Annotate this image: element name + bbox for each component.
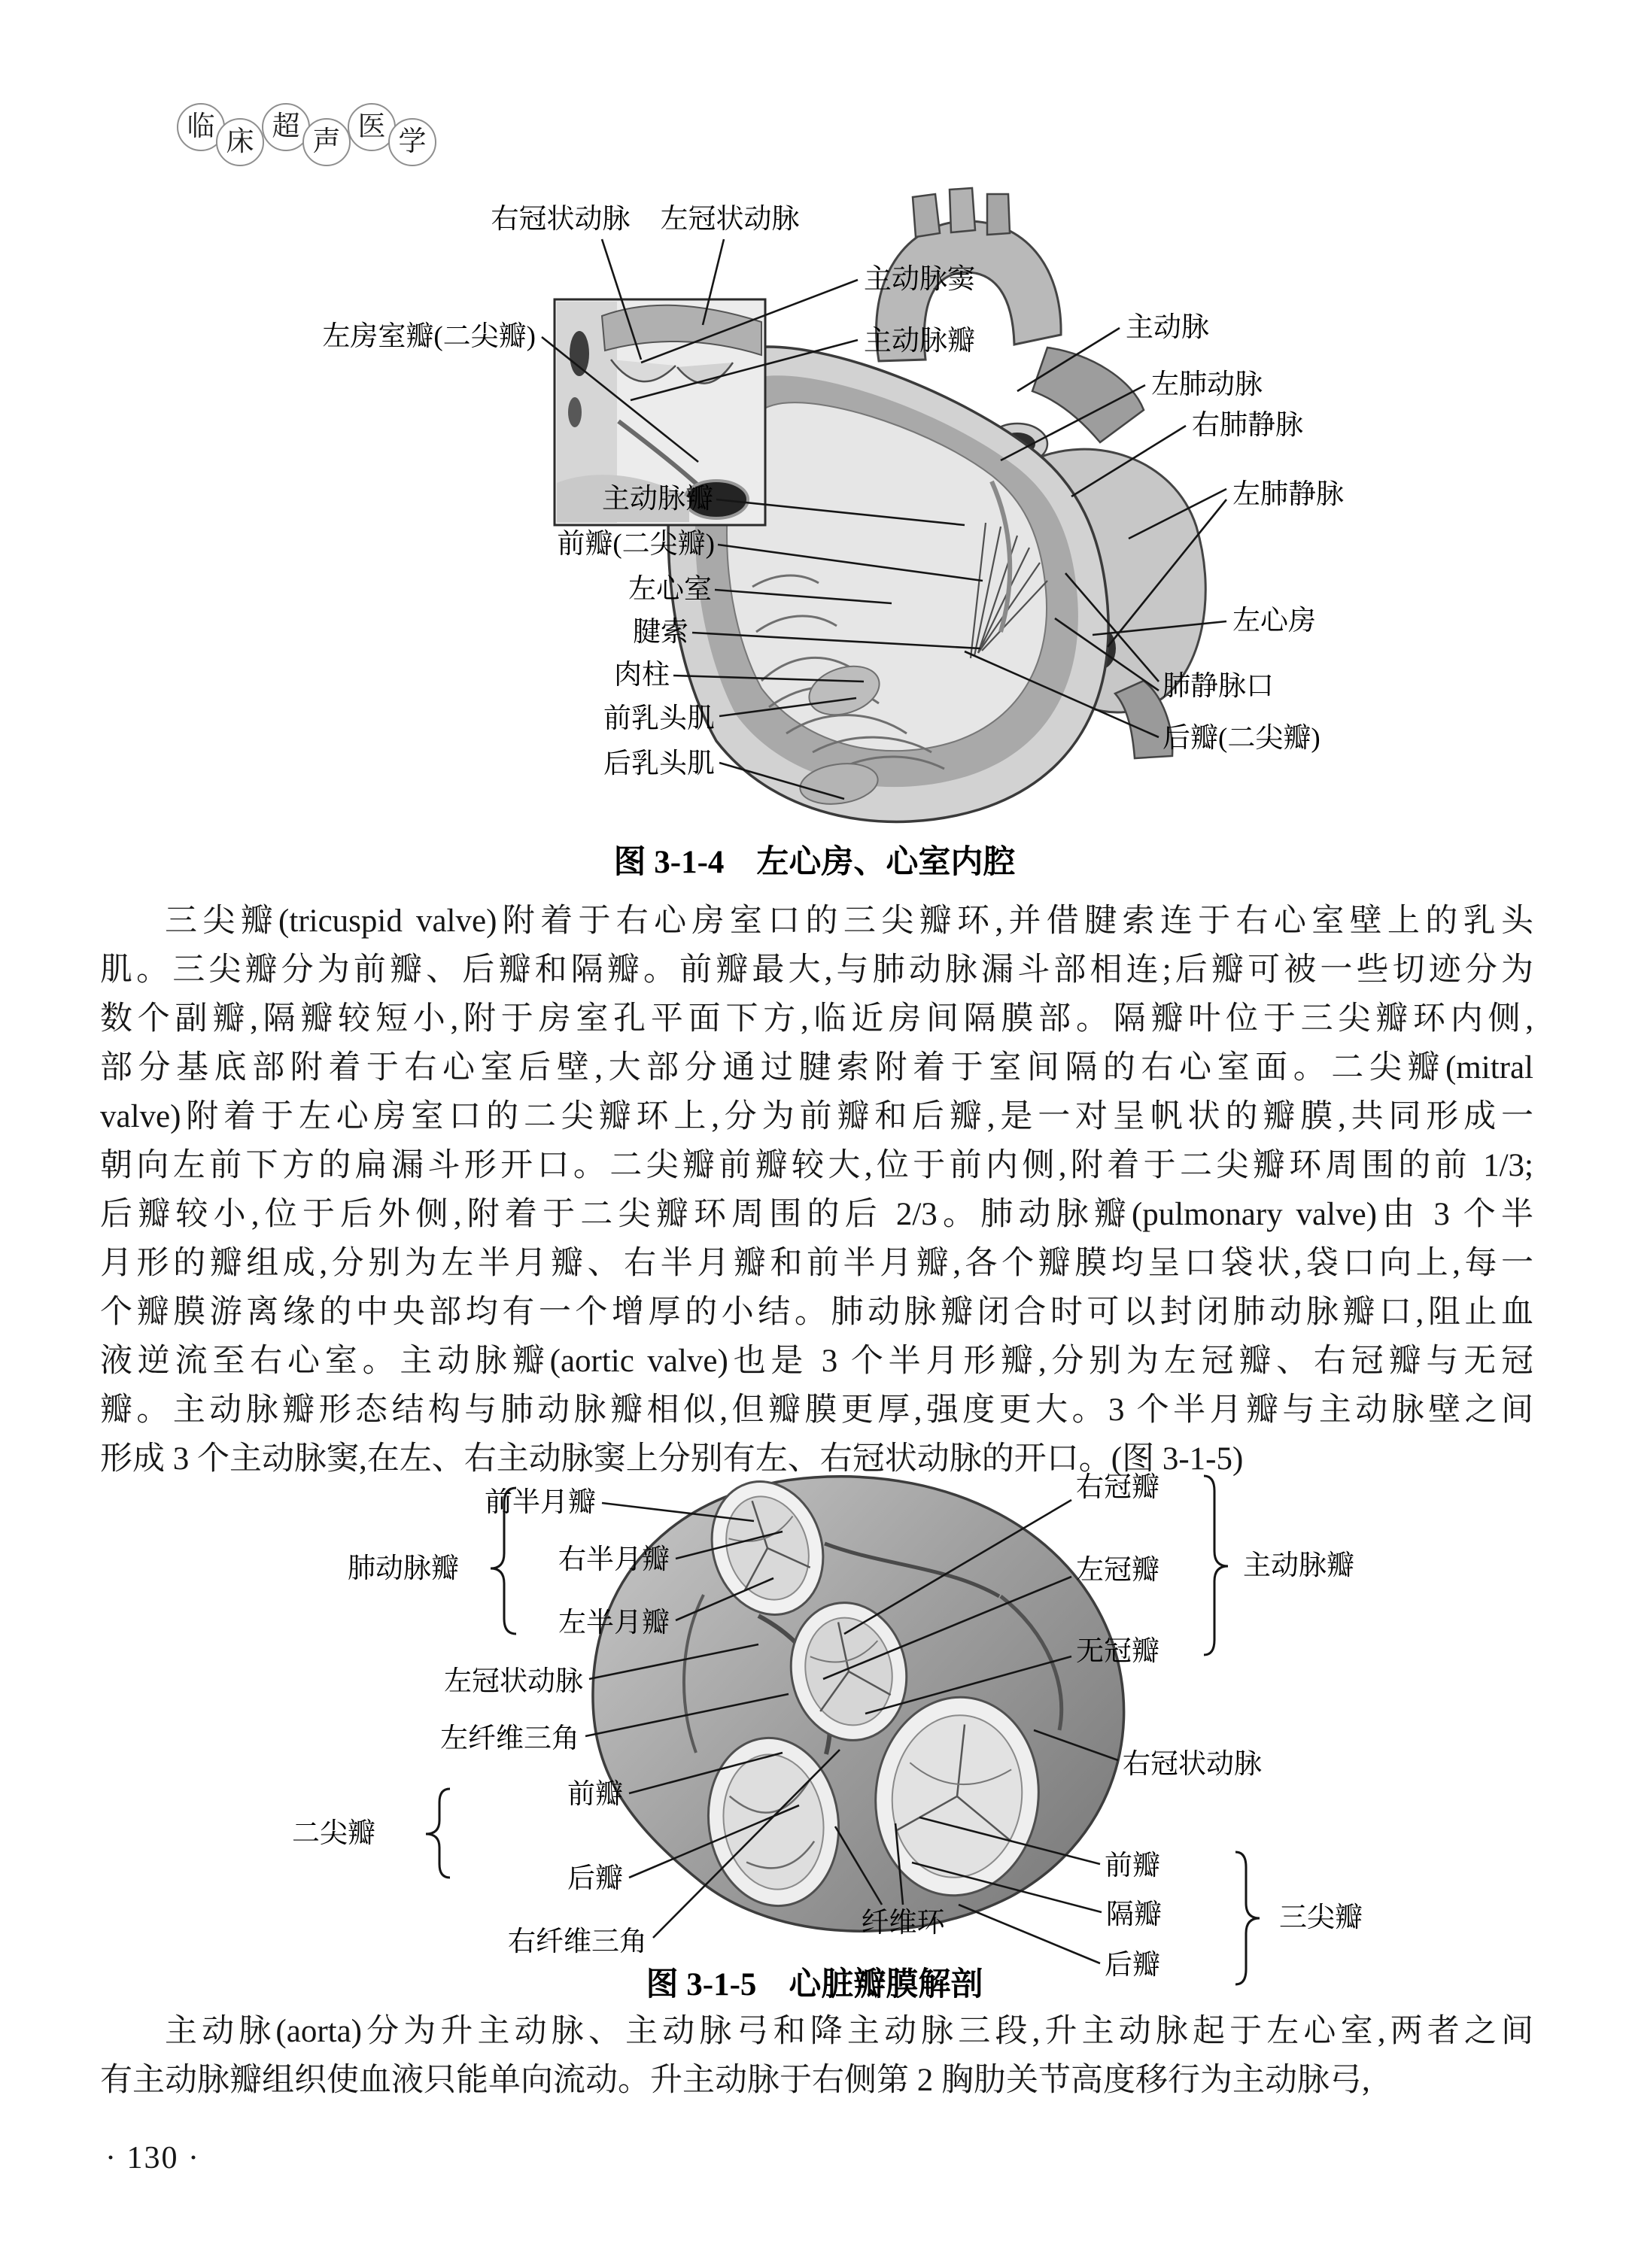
logo-char-yi: 医 — [348, 103, 396, 151]
label-fibrous-ring: 纤维环 — [861, 1908, 945, 1939]
text-line: 液逆流至右心室。主动脉瓣(aortic valve)也是 3 个半月形瓣,分别为左冠瓣、右冠瓣与无冠 — [100, 1343, 1533, 1379]
text-line: 朝向左前下方的扁漏斗形开口。二尖瓣前瓣较大,位于前内侧,附着于二尖瓣环周围的前 1/3; — [100, 1148, 1533, 1183]
label-chordae-tendineae: 腱索 — [633, 617, 688, 648]
label-aortic-valve-inset: 主动脉瓣 — [864, 326, 975, 357]
label-noncoronary-cusp: 无冠瓣 — [1076, 1636, 1159, 1667]
label-right-coronary-cusp: 右冠瓣 — [1076, 1472, 1159, 1503]
label-left-coronary-cusp: 左冠瓣 — [1076, 1555, 1159, 1586]
label-tricuspid-posterior-leaflet: 后瓣 — [1105, 1950, 1160, 1981]
label-aortic-sinus: 主动脉窦 — [864, 264, 975, 295]
figure1-caption: 图 3-1-4 左心房、心室内腔 — [613, 845, 1016, 880]
label-mitral-valve: 二尖瓣 — [292, 1818, 375, 1849]
text-line: 数个副瓣,隔瓣较短小,附于房室孔平面下方,临近房间隔膜部。隔瓣叶位于三尖瓣环内侧, — [100, 1001, 1533, 1037]
label-mitral-anterior-leaflet: 前瓣 — [567, 1779, 623, 1810]
label-aortic-valve-fig2: 主动脉瓣 — [1243, 1550, 1354, 1581]
label-right-semilunar-cusp: 右半月瓣 — [558, 1544, 670, 1575]
page-number: · 130 · — [105, 2141, 200, 2175]
label-left-fibrous-trigone: 左纤维三角 — [440, 1723, 579, 1754]
paragraph-aorta — [100, 2007, 1533, 2105]
logo-char-chuang: 床 — [216, 118, 264, 166]
brace-mitral-valve — [426, 1789, 450, 1878]
label-left-pulmonary-artery: 左肺动脉 — [1151, 369, 1263, 400]
text-line: 三尖瓣(tricuspid valve)附着于右心房室口的三尖瓣环,并借腱索连于右心室壁上的乳头 — [165, 903, 1533, 939]
label-right-coronary-artery: 右冠状动脉 — [491, 204, 631, 235]
label-tricuspid-septal-leaflet: 隔瓣 — [1106, 1899, 1162, 1930]
label-right-pulmonary-vein: 右肺静脉 — [1192, 410, 1303, 441]
label-right-coronary-artery-fig2: 右冠状动脉 — [1123, 1749, 1262, 1780]
label-aorta: 主动脉 — [1126, 312, 1209, 343]
text-line: valve)附着于左心房室口的二尖瓣环上,分为前瓣和后瓣,是一对呈帆状的瓣膜,共同形成一 — [100, 1099, 1533, 1134]
brace-aortic-valve — [1204, 1476, 1228, 1655]
label-right-fibrous-trigone: 右纤维三角 — [508, 1926, 647, 1957]
text-line: 形成 3 个主动脉窦,在左、右主动脉窦上分别有左、右冠状动脉的开口。(图 3-1-5) — [100, 1441, 1244, 1477]
text-line: 主动脉(aorta)分为升主动脉、主动脉弓和降主动脉三段,升主动脉起于左心室,两者之间 — [165, 2014, 1533, 2049]
figure2-caption: 图 3-1-5 心脏瓣膜解剖 — [646, 1967, 983, 2002]
label-pulmonary-vein-ostia: 肺静脉口 — [1162, 671, 1274, 702]
label-anterior-papillary-muscle: 前乳头肌 — [603, 703, 715, 734]
text-line: 月形的瓣组成,分别为左半月瓣、右半月瓣和前半月瓣,各个瓣膜均呈口袋状,袋口向上,每一 — [100, 1246, 1533, 1281]
label-anterior-semilunar-cusp: 前半月瓣 — [485, 1487, 596, 1518]
text-line: 瓣。主动脉瓣形态结构与肺动脉瓣相似,但瓣膜更厚,强度更大。3 个半月瓣与主动脉壁之间 — [100, 1392, 1533, 1428]
label-left-pulmonary-vein: 左肺静脉 — [1232, 479, 1344, 510]
logo-char-chao: 超 — [262, 103, 310, 151]
text-line: 个瓣膜游离缘的中央部均有一个增厚的小结。肺动脉瓣闭合时可以封闭肺动脉瓣口,阻止血 — [100, 1295, 1533, 1330]
label-left-semilunar-cusp: 左半月瓣 — [558, 1608, 670, 1638]
label-left-ventricle: 左心室 — [628, 574, 712, 605]
logo-char-sheng: 声 — [302, 118, 351, 166]
label-left-atrium: 左心房 — [1232, 606, 1316, 636]
label-posterior-papillary-muscle: 后乳头肌 — [603, 748, 715, 779]
paragraph-tricuspid — [100, 897, 1533, 1483]
label-trabeculae-carneae: 肉柱 — [614, 660, 670, 691]
text-line: 有主动脉瓣组织使血液只能单向流动。升主动脉于右侧第 2 胸肋关节高度移行为主动脉弓, — [100, 2063, 1370, 2098]
figure2-heart-base-drawing — [593, 1467, 1124, 1931]
logo-char-xue: 学 — [388, 118, 436, 166]
logo-char-lin: 临 — [177, 103, 225, 151]
label-mitral-posterior-leaflet: 后瓣 — [567, 1863, 623, 1894]
label-left-atrioventricular-valve: 左房室瓣(二尖瓣) — [322, 321, 536, 352]
label-aortic-valve: 主动脉瓣 — [602, 484, 713, 515]
label-pulmonary-valve: 肺动脉瓣 — [348, 1553, 459, 1584]
label-left-coronary-artery-fig2: 左冠状动脉 — [444, 1666, 583, 1697]
label-left-coronary-artery: 左冠状动脉 — [660, 204, 800, 235]
text-line: 肌。三尖瓣分为前瓣、后瓣和隔瓣。前瓣最大,与肺动脉漏斗部相连;后瓣可被一些切迹分为 — [100, 952, 1533, 988]
label-anterior-mitral-leaflet: 前瓣(二尖瓣) — [557, 529, 715, 560]
label-posterior-mitral-leaflet: 后瓣(二尖瓣) — [1162, 723, 1321, 754]
label-tricuspid-valve: 三尖瓣 — [1279, 1902, 1363, 1933]
text-line: 后瓣较小,位于后外侧,附着于二尖瓣环周围的后 2/3。肺动脉瓣(pulmonary valve)由 3 个半 — [100, 1197, 1533, 1232]
label-tricuspid-anterior-leaflet: 前瓣 — [1105, 1851, 1160, 1881]
text-line: 部分基底部附着于右心室后壁,大部分通过腱索附着于室间隔的右心室面。二尖瓣(mitral — [100, 1050, 1533, 1085]
